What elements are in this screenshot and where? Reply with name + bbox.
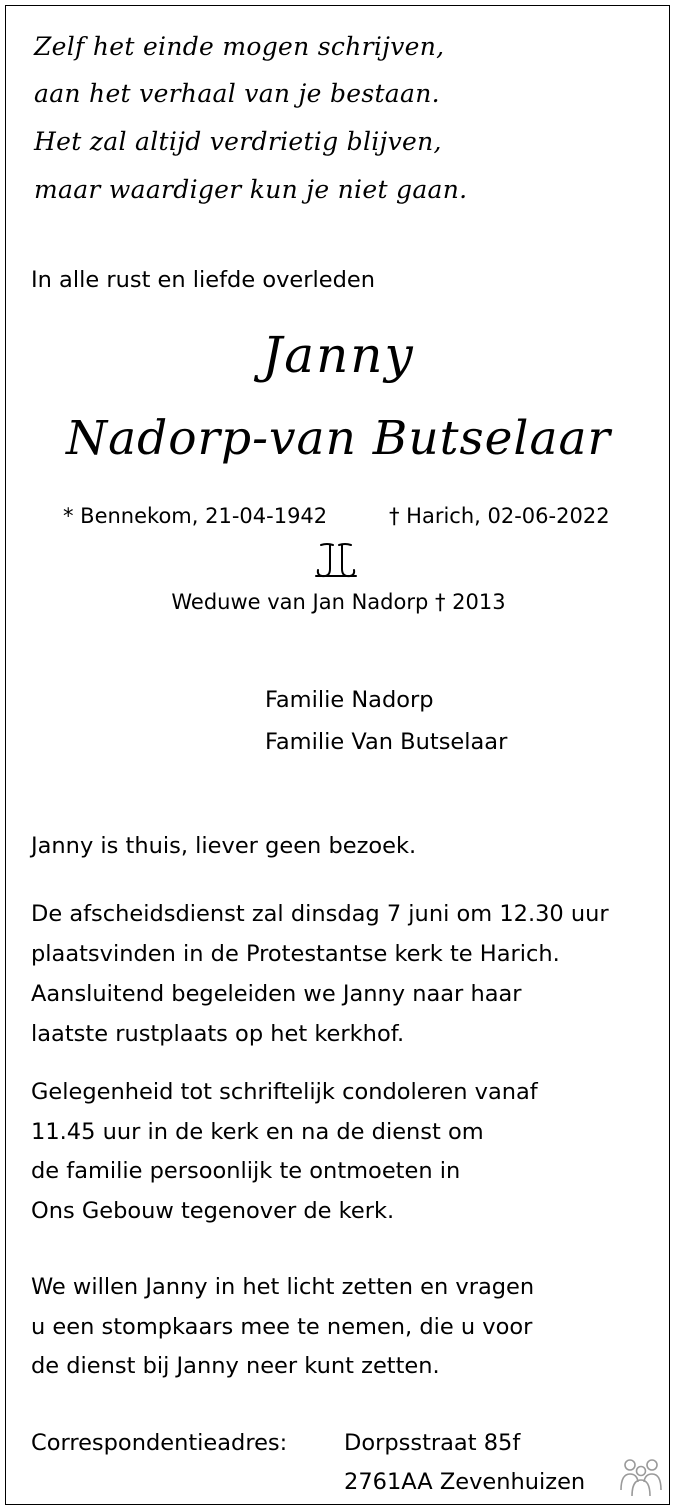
condolence-line: Gelegenheid tot schriftelijk condoleren vanaf <box>31 1079 538 1105</box>
condolence-line: Ons Gebouw tegenover de kerk. <box>31 1198 395 1224</box>
intro-text: In alle rust en liefde overleden <box>31 267 375 293</box>
candle-line: We willen Janny in het licht zetten en vragen <box>31 1274 535 1300</box>
birth-info: * Bennekom, 21-04-1942 <box>63 504 328 528</box>
obituary-card <box>5 5 670 1505</box>
people-group-icon <box>618 1456 664 1498</box>
initials-monogram-icon <box>313 541 359 581</box>
correspondence-city: 2761AA Zevenhuizen <box>344 1469 586 1495</box>
poem-line: Het zal altijd verdrietig blijven, <box>34 127 442 156</box>
correspondence-street: Dorpsstraat 85f <box>344 1430 521 1456</box>
deceased-first-name: Janny <box>262 326 415 384</box>
service-line: laatste rustplaats op het kerkhof. <box>31 1021 405 1047</box>
home-visit-text: Janny is thuis, liever geen bezoek. <box>31 833 417 859</box>
poem-line: Zelf het einde mogen schrijven, <box>34 32 445 61</box>
service-line: De afscheidsdienst zal dinsdag 7 juni om 12.30 uur <box>31 901 609 927</box>
condolence-line: 11.45 uur in de kerk en na de dienst om <box>31 1119 484 1145</box>
service-line: Aansluitend begeleiden we Janny naar haar <box>31 981 522 1007</box>
poem-line: maar waardiger kun je niet gaan. <box>34 175 468 204</box>
poem-line: aan het verhaal van je bestaan. <box>34 79 440 108</box>
correspondence-label: Correspondentieadres: <box>31 1430 288 1456</box>
candle-line: de dienst bij Janny neer kunt zetten. <box>31 1353 440 1379</box>
deceased-last-name: Nadorp-van Butselaar <box>66 411 611 466</box>
condolence-line: de familie persoonlijk te ontmoeten in <box>31 1158 461 1184</box>
service-line: plaatsvinden in de Protestantse kerk te Harich. <box>31 941 560 967</box>
death-info: † Harich, 02-06-2022 <box>389 504 610 528</box>
family-name: Familie Van Butselaar <box>265 729 508 755</box>
family-name: Familie Nadorp <box>265 687 434 713</box>
candle-line: u een stompkaars mee te nemen, die u voor <box>31 1314 533 1340</box>
widow-text: Weduwe van Jan Nadorp † 2013 <box>171 590 506 614</box>
